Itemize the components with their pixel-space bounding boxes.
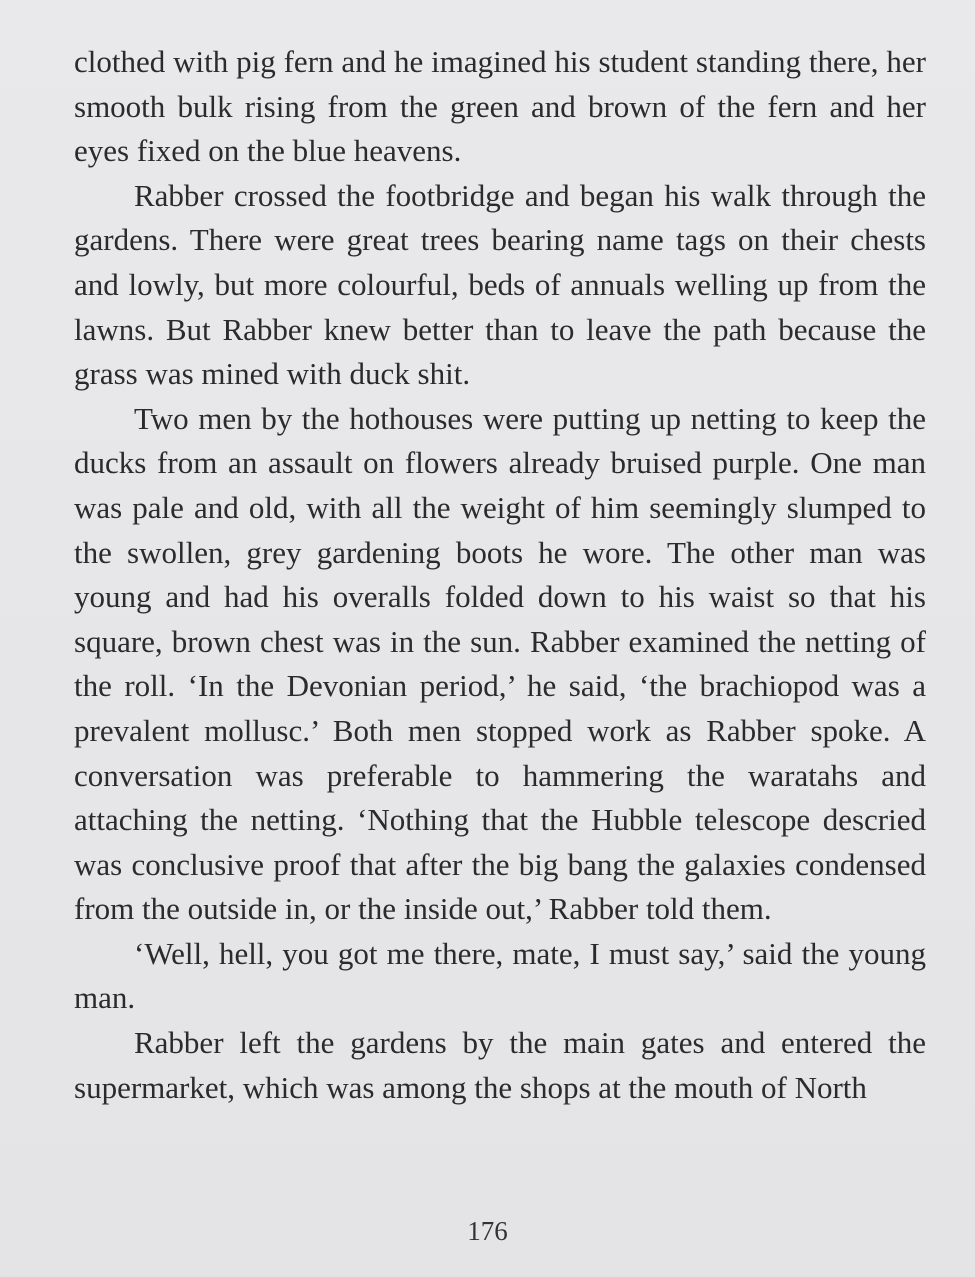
paragraph-2: Rabber crossed the footbridge and began his walk through the gardens. There were great trees bearing name tags on their chests and lowly, but more colourful, beds of annuals welling up from the lawns. But Rabber knew better than to leave the path because the grass was mined with duck shit. bbox=[74, 177, 926, 392]
body-text bbox=[74, 40, 926, 1110]
paragraph-4: ‘Well, hell, you got me there, mate, I must say,’ said the young man. bbox=[74, 935, 926, 1016]
page-number: 176 bbox=[467, 1216, 508, 1246]
paragraph-3: Two men by the hothouses were putting up netting to keep the ducks from an assault on flowers already bruised purple. One man was pale and old, with all the weight of him seemingly slumped to the swollen, grey gardening boots he wore. The other man was young and had his overalls folded down to his waist so that his square, brown chest was in the sun. Rabber examined the netting of the roll. ‘In the Devonian period,’ he said, ‘the brachiopod was a prevalent mollusc.’ Both men stopped work as Rabber spoke. A conversation was preferable to hammering the waratahs and attaching the netting. ‘Nothing that the Hubble telescope descried was conclusive proof that after the big bang the galaxies condensed from the outside in, or the inside out,’ Rabber told them. bbox=[74, 400, 926, 927]
paragraph-5: Rabber left the gardens by the main gates and entered the supermarket, which was among the shops at the mouth of North bbox=[74, 1025, 926, 1105]
paragraph-1: clothed with pig fern and he imagined his student standing there, her smooth bulk rising from the green and brown of the fern and her eyes fixed on the blue heavens. bbox=[74, 44, 926, 169]
